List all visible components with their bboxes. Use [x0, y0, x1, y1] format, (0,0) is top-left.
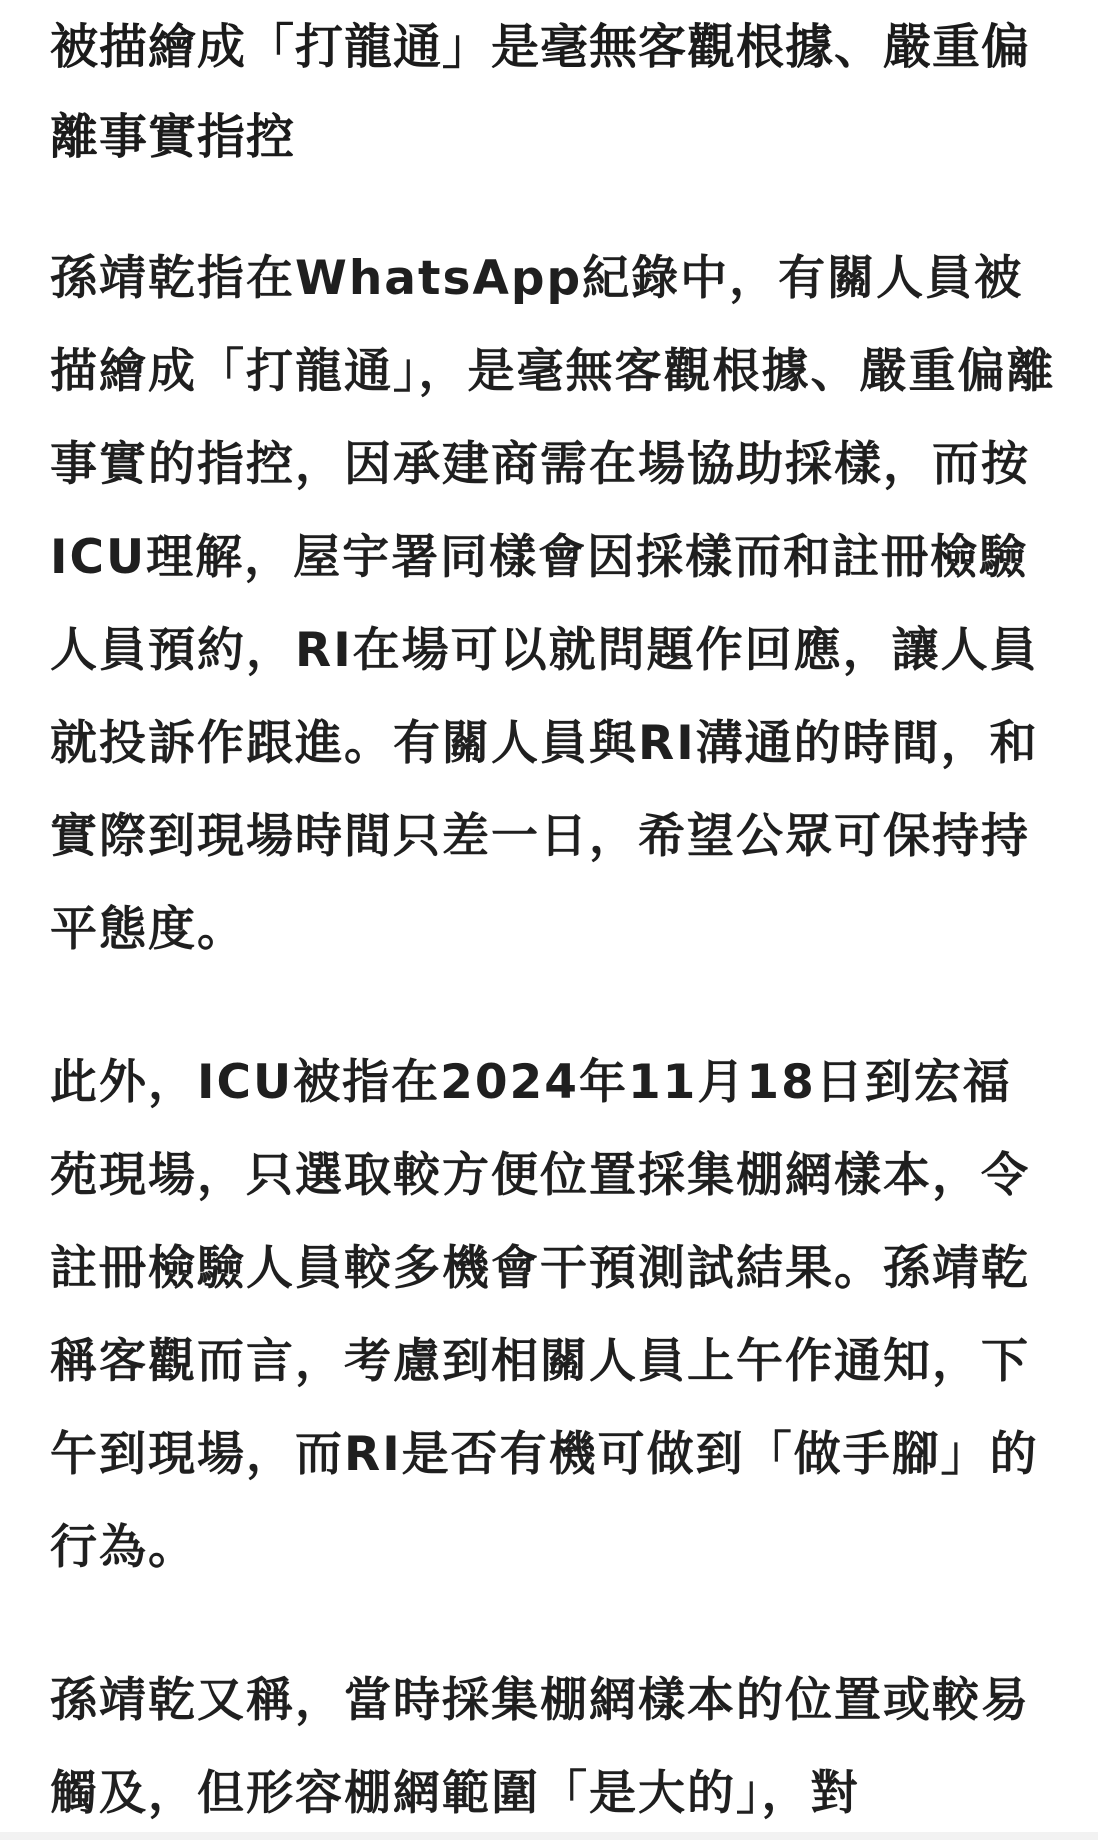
article-paragraph-1: 孫靖乾指在WhatsApp紀錄中，有關人員被描繪成「打龍通」，是毫無客觀根據、嚴重偏離事實的指控，因承建商需在場協助採樣，而按ICU理解，屋宇署同樣會因採樣而和註冊檢驗人員預約，RI在場可以就問題作回應，讓人員就投訴作跟進。有關人員與RI溝通的時間，和實際到現場時間只差一日，希望公眾可保持持平態度。	[50, 251, 1056, 957]
article-headline: 被描繪成「打龍通」是毫無客觀根據、嚴重偏離事實指控	[50, 19, 1031, 165]
article-paragraph-2: 此外，ICU被指在2024年11月18日到宏福苑現場，只選取較方便位置採集棚網樣本，令註冊檢驗人員較多機會干預測試結果。孫靖乾稱客觀而言，考慮到相關人員上午作通知，下午到現場，而RI是否有機可做到「做手腳」的行為。	[50, 1055, 1039, 1575]
article-paragraph-3: 孫靖乾又稱，當時採集棚網樣本的位置或較易觸及，但形容棚網範圍「是大的」，對	[50, 1673, 1030, 1821]
bottom-divider	[0, 1832, 1098, 1840]
article-body	[50, 0, 1060, 1840]
